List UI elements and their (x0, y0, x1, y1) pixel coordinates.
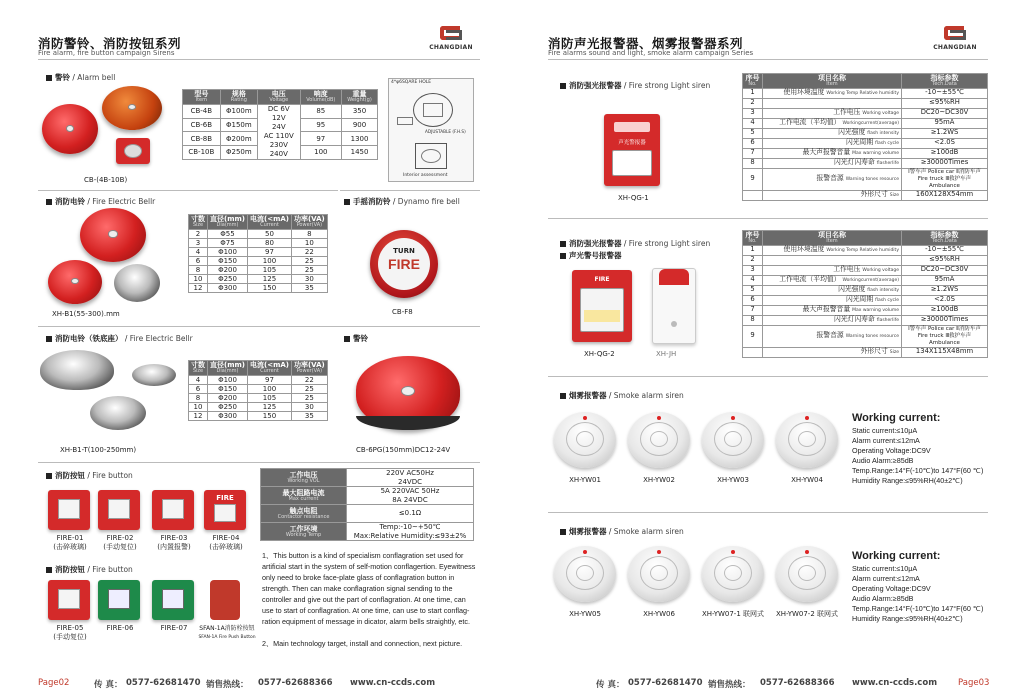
table-cell: 30 (291, 275, 327, 284)
working-current-line: Temp.Range:14°F(-10℃)to 147°F(60 ℃) (852, 604, 984, 613)
dynamo-bell-caption: CB-F8 (392, 308, 413, 316)
section-smoke-alarm-2: 烟雾报警器 / Smoke alarm siren (560, 526, 684, 537)
electric-bell-chrome-image (114, 264, 160, 302)
table-header: 序号 No. (743, 74, 763, 89)
section-smoke-alarm: 烟雾报警器 / Smoke alarm siren (560, 390, 684, 401)
table-cell: 30 (291, 402, 327, 411)
table-row (189, 247, 328, 256)
website-link[interactable]: www.cn-ccds.com (350, 678, 436, 688)
table-cell: Φ200 (208, 265, 248, 274)
sound-light-caption: XH-QG-2 (584, 350, 615, 358)
strong-light-2-spec-table (742, 230, 988, 358)
table-header: 指标参数 Tech.Data (902, 74, 988, 89)
table-row (189, 402, 328, 411)
header-divider (548, 59, 988, 60)
table-row (189, 384, 328, 393)
working-current-line: Humidity Range:≤95%RH(40±2℃) (852, 614, 963, 623)
fire-button-image (98, 580, 140, 620)
smoke-detector-image (554, 546, 616, 602)
table-cell: 5A 220VAC 50Hz 8A 24VDC (347, 487, 474, 505)
table-cell: Φ250 (208, 402, 248, 411)
working-current-line: Audio Alarm:≥85dB (852, 456, 914, 465)
smoke-detector-image (702, 546, 764, 602)
smoke-detector-caption: XH-YW04 (791, 476, 823, 484)
section-electric-bell: 消防电铃 / Fire Electric Bellr (46, 196, 155, 207)
smoke-detector-image (628, 546, 690, 602)
table-row (189, 229, 328, 238)
table-cell: 10 (291, 238, 327, 247)
page-number: Page02 (38, 678, 70, 688)
table-cell: 25 (291, 384, 327, 393)
table-row: 5 闪光强度 flash intensity ≥1.2WS (743, 285, 988, 295)
table-cell: 97 (248, 247, 292, 256)
working-current-line: Static current:≤10μA (852, 564, 918, 573)
table-cell: 3 (189, 238, 208, 247)
table-cell: 4 (189, 247, 208, 256)
smoke-detector-image (776, 412, 838, 468)
table-cell: 105 (248, 393, 292, 402)
section-divider (38, 462, 480, 463)
page-title: 消防警铃、消防按钮系列 (38, 36, 182, 51)
table-cell: 80 (248, 238, 292, 247)
table-row: 外形尺寸 Size 160X128X54mm (743, 190, 988, 200)
fire-button-image (152, 580, 194, 620)
fire-button-caption: FIRE-07 (160, 624, 188, 632)
electric-bell-base-small-image (132, 364, 176, 386)
fire-button-note-1: 1、This button is a kind of specialism conflagration set used for artificial start in the system of self-motion conflagertion. Eyewitness only need to broke face-plate glass of conflagration button in strength. Then can make conflagration signal sending to the controller and give out the part of conflagration. At one time, can use to start of conflagration. At one time, can use to start conflag-ration equipment of message in dicator, alarm bells straightly, etc. (262, 551, 476, 626)
alarm-bell-image (42, 104, 98, 154)
alarm-bell-box-image (116, 138, 150, 164)
table-cell: ≤0.1Ω (347, 505, 474, 523)
table-cell: 97 (248, 375, 292, 384)
table-cell: 10 (189, 402, 208, 411)
smoke-detector-image (776, 546, 838, 602)
footer-right (512, 672, 1024, 694)
fire-button-image (152, 490, 194, 530)
table-header: 规格 Rating (220, 90, 257, 105)
working-current-title-2: Working current: (852, 550, 941, 562)
smoke-detector-image (554, 412, 616, 468)
fax-number: 0577-62681470 (628, 678, 703, 688)
working-current-line: Audio Alarm:≥85dB (852, 594, 914, 603)
page-number: Page03 (958, 678, 990, 688)
siren-horn-image (652, 268, 696, 344)
table-row: 最大阻路电流 Max current 5A 220VAC 50Hz 8A 24VDC (261, 487, 474, 505)
electric-bell-spec-table (188, 214, 328, 293)
table-cell: 150 (248, 284, 292, 293)
alarm-bell-orange-image (102, 86, 162, 130)
section-strong-light-2: 消防强光报警器 / Fire strong Light siren (560, 238, 710, 249)
table-cell: 125 (248, 275, 292, 284)
logo-mark-icon (438, 22, 464, 44)
electric-bell-base-large-image (40, 350, 114, 390)
strong-light-spec-table (742, 73, 988, 201)
table-cell: 12 (189, 411, 208, 420)
fax-number: 0577-62681470 (126, 678, 201, 688)
section-alarm-bell-2: 警铃 (344, 333, 368, 344)
fire-button-caption: FIRE-05 (手动复位) (53, 624, 87, 641)
page-subtitle: Fire alarms sound and light, smoke alarm campaign Series (548, 49, 754, 57)
table-cell: 12 (189, 284, 208, 293)
table-header: 电压 Voltage (258, 90, 301, 105)
table-row (189, 238, 328, 247)
table-cell: Φ150 (208, 384, 248, 393)
page-right (512, 0, 1024, 694)
table-cell: 22 (291, 247, 327, 256)
table-header: 直径(mm) Dia(mm) (208, 215, 248, 230)
table-header: 功率(VA) Power(VA) (291, 361, 327, 376)
table-row (189, 411, 328, 420)
working-current-title: Working current: (852, 412, 941, 424)
smoke-detector-image (702, 412, 764, 468)
alarm-bell-technical-drawing: 4*φ6SQARE HOLE ADJUSTABLE (F.H.S) Interior assessment (388, 78, 474, 182)
section-electric-bell-base: 消防电铃（铁底座） / Fire Electric Bellr (46, 333, 193, 344)
table-row: 4 工作电流（平均值） Workingcurrent(average) 95mA (743, 275, 988, 285)
table-row: 5 闪光强度 flash intensity ≥1.2WS (743, 128, 988, 138)
table-cell: 6 (189, 256, 208, 265)
table-cell: 35 (291, 411, 327, 420)
table-header: 功率(VA) Power(VA) (291, 215, 327, 230)
table-cell: 35 (291, 284, 327, 293)
tel-label: 销售热线： (708, 680, 751, 690)
table-cell: Φ75 (208, 238, 248, 247)
working-current-line: Alarm current:≤12mA (852, 574, 920, 583)
fire-button-caption: FIRE-01 (击碎玻璃) (53, 534, 87, 551)
fire-button-caption: FIRE-03 (内置报警) (157, 534, 191, 551)
table-row: 2 ≤95%RH (743, 255, 988, 265)
table-header: 指标参数 Tech.Data (902, 231, 988, 246)
siren-horn-caption: XH-JH (656, 350, 677, 358)
electric-bell-large-image (80, 208, 146, 262)
section-divider (548, 376, 988, 377)
electric-bell-caption: XH-B1(55-300).mm (52, 310, 120, 318)
website-link[interactable]: www.cn-ccds.com (852, 678, 938, 688)
table-row: 9 报警音源 Warning tones resource Ⅰ警车声 Police car Ⅱ消防车声 Fire truck Ⅲ救护车声 Ambulance (743, 168, 988, 190)
section-fire-button: 消防按钮 / Fire button (46, 470, 133, 481)
table-cell: 8 (189, 265, 208, 274)
table-row: 工作电压 Working VOL 220V AC50Hz 24VDC (261, 469, 474, 487)
table-cell: 6 (189, 384, 208, 393)
fire-button-caption: FIRE-06 (106, 624, 134, 632)
table-row: 触点电阻 Contactor resistance ≤0.1Ω (261, 505, 474, 523)
table-cell: Φ55 (208, 229, 248, 238)
footer-left (0, 672, 512, 694)
dynamo-face-turn: TURN (393, 247, 415, 255)
table-row: 1 使用环境温度 Working Temp Relative humidity -10~±55℃ (743, 88, 988, 98)
table-cell: 2 (189, 229, 208, 238)
company-logo (428, 22, 474, 58)
table-cell: 50 (248, 229, 292, 238)
smoke-detector-caption: XH-YW03 (717, 476, 749, 484)
fire-button-image (210, 580, 240, 620)
table-cell: Φ300 (208, 284, 248, 293)
table-cell: 8 (291, 229, 327, 238)
logo-text: CHANGDIAN (933, 44, 977, 51)
electric-bell-base-medium-image (90, 396, 146, 430)
table-row: 7 最大声报警音量 Max warning volume ≥100dB (743, 148, 988, 158)
section-sound-light: 声光警号报警器 (560, 250, 622, 261)
smoke-detector-image (628, 412, 690, 468)
fire-button-caption: SFAN-1A消防栓按钮 SFAN-1A Fire Push Button (198, 625, 256, 640)
section-divider (548, 218, 988, 219)
section-fire-button-2: 消防按钮 / Fire button (46, 564, 133, 575)
strong-light-siren-image: 声光警报器 (604, 114, 660, 186)
table-header: 项目名称 Item (763, 231, 902, 246)
strong-light-caption: XH-QG-1 (618, 194, 649, 202)
electric-bell-medium-image (48, 260, 102, 304)
smoke-detector-caption: XH-YW02 (643, 476, 675, 484)
electric-bell-base-spec-table (188, 360, 328, 421)
table-header: 电流(<mA) Current (248, 361, 292, 376)
table-row: 1 使用环境温度 Working Temp Relative humidity -10~±55℃ (743, 245, 988, 255)
table-cell: 100 (248, 384, 292, 393)
fire-button-spec-table (260, 468, 474, 541)
table-cell: 105 (248, 265, 292, 274)
tel-label: 销售热线： (206, 680, 249, 690)
table-header: 寸数 Size (189, 215, 208, 230)
table-row (189, 284, 328, 293)
table-cell: Φ100 (208, 375, 248, 384)
fire-button-caption: FIRE-02 (手动复位) (103, 534, 137, 551)
table-row: 9 报警音源 Warning tones resource Ⅰ警车声 Police car Ⅱ消防车声 Fire truck Ⅲ救护车声 Ambulance (743, 325, 988, 347)
table-cell: 25 (291, 265, 327, 274)
fire-button-image: FIRE (204, 490, 246, 530)
table-row (189, 265, 328, 274)
smoke-detector-caption: XH-YW01 (569, 476, 601, 484)
table-header: 寸数 Size (189, 361, 208, 376)
table-cell: 25 (291, 393, 327, 402)
logo-mark-icon (942, 22, 968, 44)
table-row (189, 256, 328, 265)
dynamo-face-fire: FIRE (388, 256, 420, 272)
table-header: 电流(<mA) Current (248, 215, 292, 230)
smoke-detector-caption: XH-YW05 (569, 610, 601, 618)
logo-text: CHANGDIAN (429, 44, 473, 51)
fire-button-caption: FIRE-04 (击碎玻璃) (209, 534, 243, 551)
table-row: 工作环境 Working Temp Temp:-10~+50℃ Max:Relative Humidity:≤93±2% (261, 523, 474, 541)
table-row: 8 闪光灯闪寿命 flasherlife ≥30000Times (743, 315, 988, 325)
table-row (189, 375, 328, 384)
section-divider (38, 326, 480, 327)
working-current-line: Static current:≤10μA (852, 426, 918, 435)
table-row: 8 闪光灯闪寿命 flasherlife ≥30000Times (743, 158, 988, 168)
table-header: 直径(mm) Dia(mm) (208, 361, 248, 376)
alarm-bell-6pg-caption: CB-6PG(150mm)DC12-24V (356, 446, 451, 454)
table-cell: 22 (291, 375, 327, 384)
alarm-bell-spec-table: 型号 Item 规格 Rating 电压 Voltage 响度 Volume(dB) 重量 Weight(g) CB-4B Φ100m DC 6V 12V 24V AC 110V 230V 240V 85 350 CB-6B Φ150m 95 900 CB-8B Φ200m 97 1300 CB-10B Φ250m 100 1450 (182, 89, 378, 160)
table-row: 外形尺寸 Size 134X115X48mm (743, 347, 988, 357)
table-cell: Φ200 (208, 393, 248, 402)
table-cell: 100 (248, 256, 292, 265)
section-alarm-bell: 警铃 / Alarm bell (46, 72, 115, 83)
section-strong-light: 消防强光报警器 / Fire strong Light siren (560, 80, 710, 91)
table-cell: Φ250 (208, 275, 248, 284)
table-cell: 220V AC50Hz 24VDC (347, 469, 474, 487)
table-header: 重量 Weight(g) (342, 90, 378, 105)
table-header: 响度 Volume(dB) (300, 90, 342, 105)
working-current-line: Operating Voltage:DC9V (852, 446, 931, 455)
table-row (189, 393, 328, 402)
table-row: 4 工作电流（平均值） Workingcurrent(average) 95mA (743, 118, 988, 128)
table-row: 3 工作电压 Working voltage DC20~DC30V (743, 265, 988, 275)
section-divider (38, 190, 338, 191)
fax-label: 传 真： (94, 680, 123, 690)
alarm-bell-caption: CB-(4B-10B) (84, 176, 128, 184)
sound-light-siren-image: FIRE (572, 270, 632, 342)
dynamo-bell-image (370, 230, 438, 298)
table-cell: 8 (189, 393, 208, 402)
table-cell: 125 (248, 402, 292, 411)
table-cell: Φ100 (208, 247, 248, 256)
section-divider (548, 512, 988, 513)
fire-button-note-2: 2、Main technology target, install and connection, next picture. (262, 639, 463, 648)
table-cell: 25 (291, 256, 327, 265)
smoke-detector-caption: XH-YW06 (643, 610, 675, 618)
table-header: 项目名称 Item (763, 74, 902, 89)
table-row (189, 275, 328, 284)
working-current-line: Operating Voltage:DC9V (852, 584, 931, 593)
table-cell: 150 (248, 411, 292, 420)
tel-number: 0577-62688366 (760, 678, 835, 688)
electric-bell-base-caption: XH-B1-T(100-250mm) (60, 446, 137, 454)
table-cell: Φ150 (208, 256, 248, 265)
table-row: 3 工作电压 Working voltage DC20~DC30V (743, 108, 988, 118)
alarm-bell-6pg-image (356, 356, 460, 430)
working-current-line: Temp.Range:14°F(-10℃)to 147°F(60 ℃) (852, 466, 984, 475)
working-current-line: Alarm current:≤12mA (852, 436, 920, 445)
header-divider (38, 59, 480, 60)
smoke-detector-caption: XH-YW07-2 联网式 (775, 610, 839, 618)
table-header: 序号 No. (743, 231, 763, 246)
voltage-cell: DC 6V 12V 24V AC 110V 230V 240V (258, 104, 301, 159)
table-cell: Temp:-10~+50℃ Max:Relative Humidity:≤93±2% (347, 523, 474, 541)
table-row: 7 最大声报警音量 Max warning volume ≥100dB (743, 305, 988, 315)
smoke-detector-caption: XH-YW07-1 联网式 (701, 610, 765, 618)
table-header: 型号 Item (183, 90, 221, 105)
fire-button-image (48, 490, 90, 530)
fire-button-image (48, 580, 90, 620)
fire-button-image (98, 490, 140, 530)
page-subtitle: Fire alarm, fire button campaign Sirens (38, 49, 175, 57)
page-title: 消防声光报警器、烟雾报警器系列 (548, 36, 744, 51)
tel-number: 0577-62688366 (258, 678, 333, 688)
table-cell: 4 (189, 375, 208, 384)
working-current-line: Humidity Range:≤95%RH(40±2℃) (852, 476, 963, 485)
section-dynamo-bell: 手摇消防铃 / Dynamo fire bell (344, 196, 460, 207)
table-row: 6 闪光周期 flash cycle <2.0S (743, 295, 988, 305)
company-logo (932, 22, 978, 58)
table-row: 6 闪光周期 flash cycle <2.0S (743, 138, 988, 148)
table-cell: 10 (189, 275, 208, 284)
table-row: 2 ≤95%RH (743, 98, 988, 108)
table-cell: Φ300 (208, 411, 248, 420)
section-divider-right (340, 190, 480, 191)
fax-label: 传 真： (596, 680, 625, 690)
